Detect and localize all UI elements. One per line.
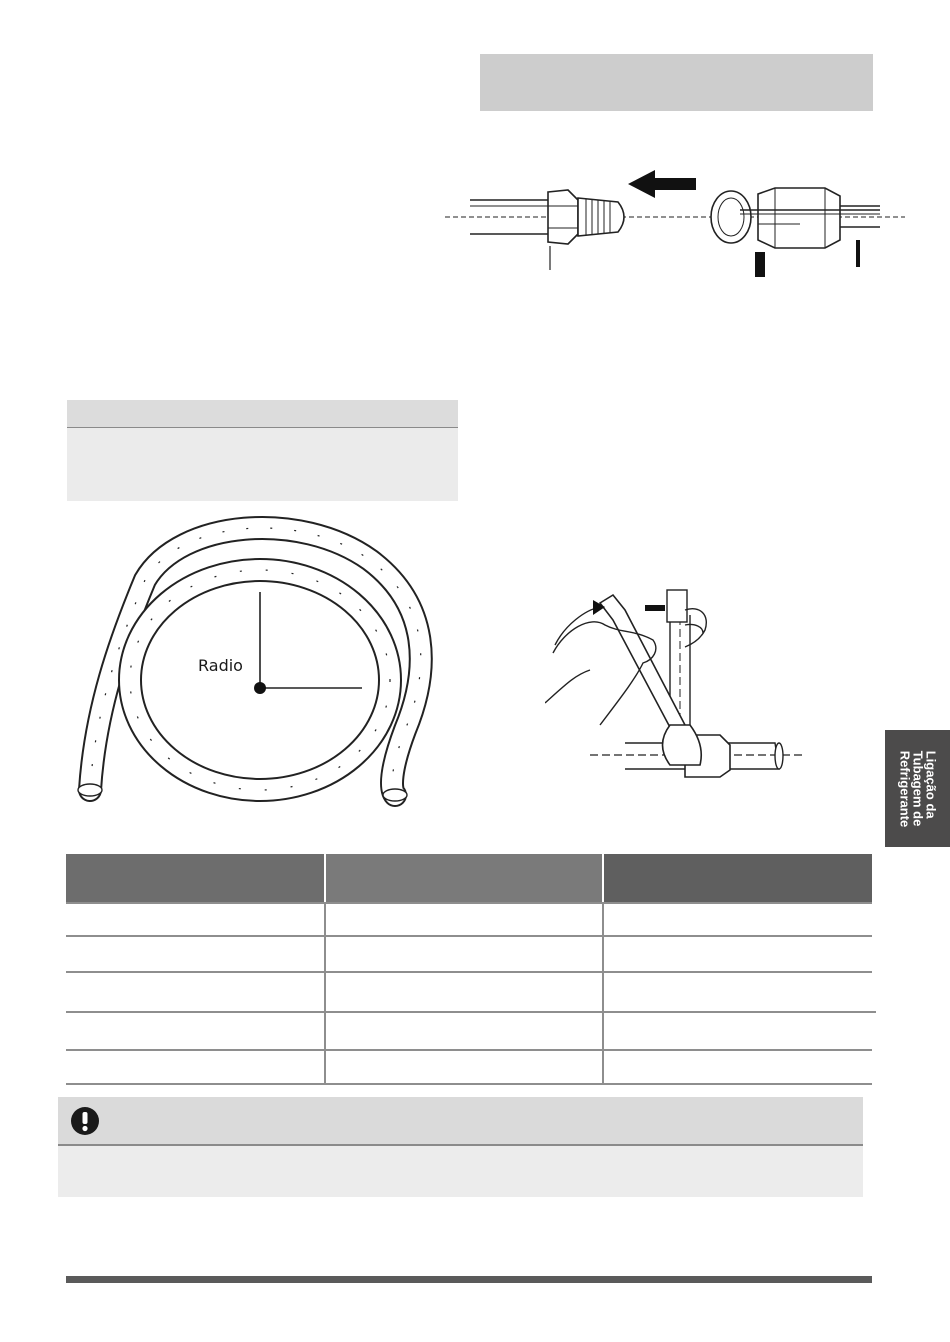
side-tab-label: [898, 750, 937, 827]
caution-header: [58, 1097, 863, 1146]
coiled-pipe-figure: [70, 510, 450, 830]
pipe-end-right: [383, 789, 407, 801]
flare-nut-right: [758, 188, 840, 248]
table-header-col-3: [604, 854, 872, 902]
threaded-fitting: [578, 198, 624, 236]
wrench-tightening-figure: [545, 585, 815, 790]
arrow-left-icon: [628, 170, 696, 198]
table-row: [66, 1083, 872, 1085]
hand-right: [685, 609, 706, 647]
radius-label: Radio: [198, 656, 243, 675]
side-tab-line-3: Refrigerante: [897, 750, 912, 827]
side-tab-line-1: Ligação da: [923, 750, 938, 819]
table-row: [66, 971, 872, 973]
side-tab-line-2: Tubagem de: [910, 750, 925, 826]
label-marker-1: [755, 252, 765, 277]
table-row: [66, 1011, 876, 1013]
torque-table: [66, 854, 872, 1086]
note-box: [67, 400, 458, 501]
radius-center-dot: [254, 682, 266, 694]
label-marker-2: [856, 240, 860, 267]
table-header-col-2: [326, 854, 602, 902]
footer-rule: [66, 1276, 872, 1283]
note-box-header: [67, 400, 458, 428]
table-col-divider: [602, 902, 604, 1084]
table-row: [66, 1049, 872, 1051]
section-heading-box: [480, 54, 873, 111]
table-header-col-1: [66, 854, 324, 902]
caution-body: [58, 1146, 863, 1197]
table-col-divider: [324, 902, 326, 1084]
table-row: [66, 935, 872, 937]
section-side-tab: [885, 730, 950, 847]
caution-box: [58, 1097, 863, 1197]
table-row: [66, 902, 872, 904]
pipe-end-left: [78, 784, 102, 796]
flare-nut-left: [548, 190, 578, 244]
exclamation-icon: [70, 1106, 100, 1136]
flare-connection-diagram: [440, 160, 910, 285]
